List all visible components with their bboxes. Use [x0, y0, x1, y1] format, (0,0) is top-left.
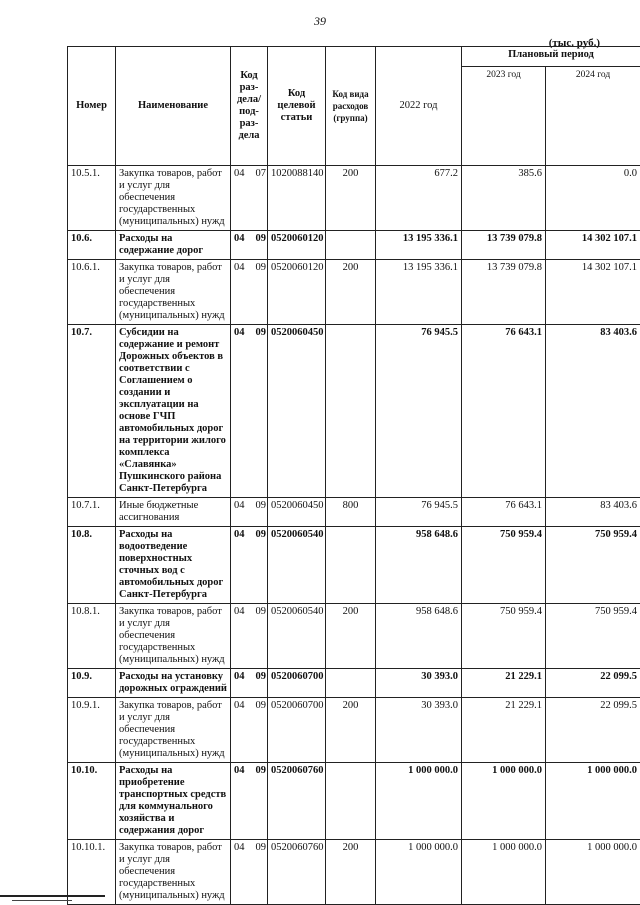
- row-value-2022: 958 648.6: [376, 527, 462, 604]
- row-value-2022: 13 195 336.1: [376, 260, 462, 325]
- row-value-2022: 1 000 000.0: [376, 840, 462, 905]
- table-row: [68, 260, 640, 325]
- row-section: 04: [234, 765, 245, 776]
- row-section-code: [231, 604, 268, 669]
- row-section: 04: [234, 233, 245, 244]
- row-name: Закупка товаров, работ и услуг для обеспечения государственных (муниципальных) нужд: [116, 260, 231, 325]
- row-target-code: 1020088140: [268, 166, 326, 231]
- row-name: Расходы на установку дорожных ограждений: [116, 669, 231, 698]
- row-value-2024: 14 302 107.1: [546, 260, 640, 325]
- header-name: Наименование: [116, 47, 231, 166]
- row-section-code: [231, 231, 268, 260]
- row-value-2024: 0.0: [546, 166, 640, 231]
- header-planning-period: Плановый период: [462, 47, 640, 67]
- row-target-code: 0520060540: [268, 527, 326, 604]
- row-expense-type: 200: [326, 840, 376, 905]
- row-section: 04: [234, 327, 245, 338]
- row-subsection: 09: [255, 262, 266, 273]
- row-name: Закупка товаров, работ и услуг для обеспечения государственных (муниципальных) нужд: [116, 698, 231, 763]
- row-number: 10.8.: [68, 527, 116, 604]
- table-row: [68, 166, 640, 231]
- footer-rule: [0, 895, 105, 897]
- row-section-code: [231, 698, 268, 763]
- row-value-2024: 1 000 000.0: [546, 763, 640, 840]
- row-subsection: 09: [255, 327, 266, 338]
- row-target-code: 0520060120: [268, 260, 326, 325]
- row-target-code: 0520060700: [268, 669, 326, 698]
- row-subsection: 09: [255, 529, 266, 540]
- row-name: Расходы на содержание дорог: [116, 231, 231, 260]
- row-value-2023: 21 229.1: [462, 669, 546, 698]
- row-number: 10.7.: [68, 325, 116, 498]
- header-year-2022: 2022 год: [376, 47, 462, 166]
- row-subsection: 09: [255, 233, 266, 244]
- row-value-2024: 14 302 107.1: [546, 231, 640, 260]
- row-section-code: [231, 669, 268, 698]
- row-value-2023: 76 643.1: [462, 498, 546, 527]
- row-name: Расходы на водоотведение поверхностных сточных вод с автомобильных дорог Санкт-Петербурга: [116, 527, 231, 604]
- units-label: (тыс. руб.): [548, 37, 600, 49]
- row-value-2024: 1 000 000.0: [546, 840, 640, 905]
- row-value-2023: 13 739 079.8: [462, 231, 546, 260]
- table-row: [68, 231, 640, 260]
- row-value-2022: 958 648.6: [376, 604, 462, 669]
- table-row: [68, 604, 640, 669]
- row-subsection: 09: [255, 700, 266, 711]
- row-value-2022: 76 945.5: [376, 498, 462, 527]
- header-number: Номер: [68, 47, 116, 166]
- row-subsection: 09: [255, 500, 266, 511]
- table-row: [68, 763, 640, 840]
- row-subsection: 07: [255, 168, 266, 179]
- row-section-code: [231, 166, 268, 231]
- row-value-2023: 750 959.4: [462, 527, 546, 604]
- row-number: 10.10.1.: [68, 840, 116, 905]
- header-target-code: Код целевой статьи: [268, 47, 326, 166]
- row-value-2023: 1 000 000.0: [462, 763, 546, 840]
- row-name: Субсидии на содержание и ремонт Дорожных объектов в соответствии с Соглашением о создании и эксплуатации на основе ГЧП автомобильных дорог на территории жилого комплекса «Славянка» Пушкинского района Санкт-Петербурга: [116, 325, 231, 498]
- row-value-2024: 22 099.5: [546, 698, 640, 763]
- page-number: 39: [314, 14, 326, 28]
- row-value-2022: 30 393.0: [376, 698, 462, 763]
- row-number: 10.9.: [68, 669, 116, 698]
- row-value-2022: 677.2: [376, 166, 462, 231]
- row-expense-type: 200: [326, 260, 376, 325]
- row-section: 04: [234, 500, 245, 511]
- row-number: 10.6.: [68, 231, 116, 260]
- row-value-2024: 83 403.6: [546, 498, 640, 527]
- row-expense-type: [326, 527, 376, 604]
- row-expense-type: [326, 325, 376, 498]
- row-section: 04: [234, 606, 245, 617]
- row-target-code: 0520060120: [268, 231, 326, 260]
- row-section: 04: [234, 168, 245, 179]
- row-expense-type: 200: [326, 604, 376, 669]
- table-row: [68, 325, 640, 498]
- row-target-code: 0520060450: [268, 325, 326, 498]
- row-section: 04: [234, 671, 245, 682]
- row-section-code: [231, 498, 268, 527]
- row-name: Расходы на приобретение транспортных средств для коммунального хозяйства и содержания дорог: [116, 763, 231, 840]
- row-value-2023: 385.6: [462, 166, 546, 231]
- table-row: [68, 698, 640, 763]
- header-year-2024: 2024 год: [546, 67, 640, 166]
- row-expense-type: 200: [326, 166, 376, 231]
- row-value-2024: 750 959.4: [546, 604, 640, 669]
- row-value-2024: 83 403.6: [546, 325, 640, 498]
- row-number: 10.8.1.: [68, 604, 116, 669]
- row-number: 10.9.1.: [68, 698, 116, 763]
- row-target-code: 0520060700: [268, 698, 326, 763]
- row-name: Закупка товаров, работ и услуг для обеспечения государственных (муниципальных) нужд: [116, 840, 231, 905]
- row-section: 04: [234, 529, 245, 540]
- row-number: 10.5.1.: [68, 166, 116, 231]
- row-value-2022: 13 195 336.1: [376, 231, 462, 260]
- row-value-2024: 22 099.5: [546, 669, 640, 698]
- row-number: 10.6.1.: [68, 260, 116, 325]
- row-value-2023: 1 000 000.0: [462, 840, 546, 905]
- row-section-code: [231, 840, 268, 905]
- row-target-code: 0520060760: [268, 763, 326, 840]
- row-number: 10.7.1.: [68, 498, 116, 527]
- table-row: [68, 669, 640, 698]
- table-row: [68, 527, 640, 604]
- row-value-2023: 76 643.1: [462, 325, 546, 498]
- budget-table: [67, 46, 640, 905]
- table-row: [68, 840, 640, 905]
- row-name: Иные бюджетные ассигнования: [116, 498, 231, 527]
- table-row: [68, 498, 640, 527]
- row-value-2023: 13 739 079.8: [462, 260, 546, 325]
- header-year-2023: 2023 год: [462, 67, 546, 166]
- row-expense-type: 200: [326, 698, 376, 763]
- row-expense-type: [326, 669, 376, 698]
- row-target-code: 0520060450: [268, 498, 326, 527]
- row-section-code: [231, 260, 268, 325]
- row-subsection: 09: [255, 606, 266, 617]
- header-section-code: Код раз-дела/ под-раз-дела: [231, 47, 268, 166]
- row-value-2024: 750 959.4: [546, 527, 640, 604]
- row-section-code: [231, 763, 268, 840]
- row-value-2022: 76 945.5: [376, 325, 462, 498]
- table-body: [68, 166, 640, 905]
- row-value-2023: 750 959.4: [462, 604, 546, 669]
- row-subsection: 09: [255, 842, 266, 853]
- row-section: 04: [234, 842, 245, 853]
- row-section: 04: [234, 700, 245, 711]
- row-name: Закупка товаров, работ и услуг для обеспечения государственных (муниципальных) нужд: [116, 604, 231, 669]
- row-section-code: [231, 325, 268, 498]
- row-number: 10.10.: [68, 763, 116, 840]
- row-value-2022: 30 393.0: [376, 669, 462, 698]
- row-name: Закупка товаров, работ и услуг для обеспечения государственных (муниципальных) нужд: [116, 166, 231, 231]
- footer-rule-secondary: [12, 900, 72, 901]
- row-section: 04: [234, 262, 245, 273]
- row-target-code: 0520060540: [268, 604, 326, 669]
- header-expense-type-code: Код вида расходов (группа): [326, 47, 376, 166]
- row-section-code: [231, 527, 268, 604]
- row-value-2022: 1 000 000.0: [376, 763, 462, 840]
- row-expense-type: 800: [326, 498, 376, 527]
- row-subsection: 09: [255, 765, 266, 776]
- row-expense-type: [326, 231, 376, 260]
- row-target-code: 0520060760: [268, 840, 326, 905]
- row-expense-type: [326, 763, 376, 840]
- row-subsection: 09: [255, 671, 266, 682]
- row-value-2023: 21 229.1: [462, 698, 546, 763]
